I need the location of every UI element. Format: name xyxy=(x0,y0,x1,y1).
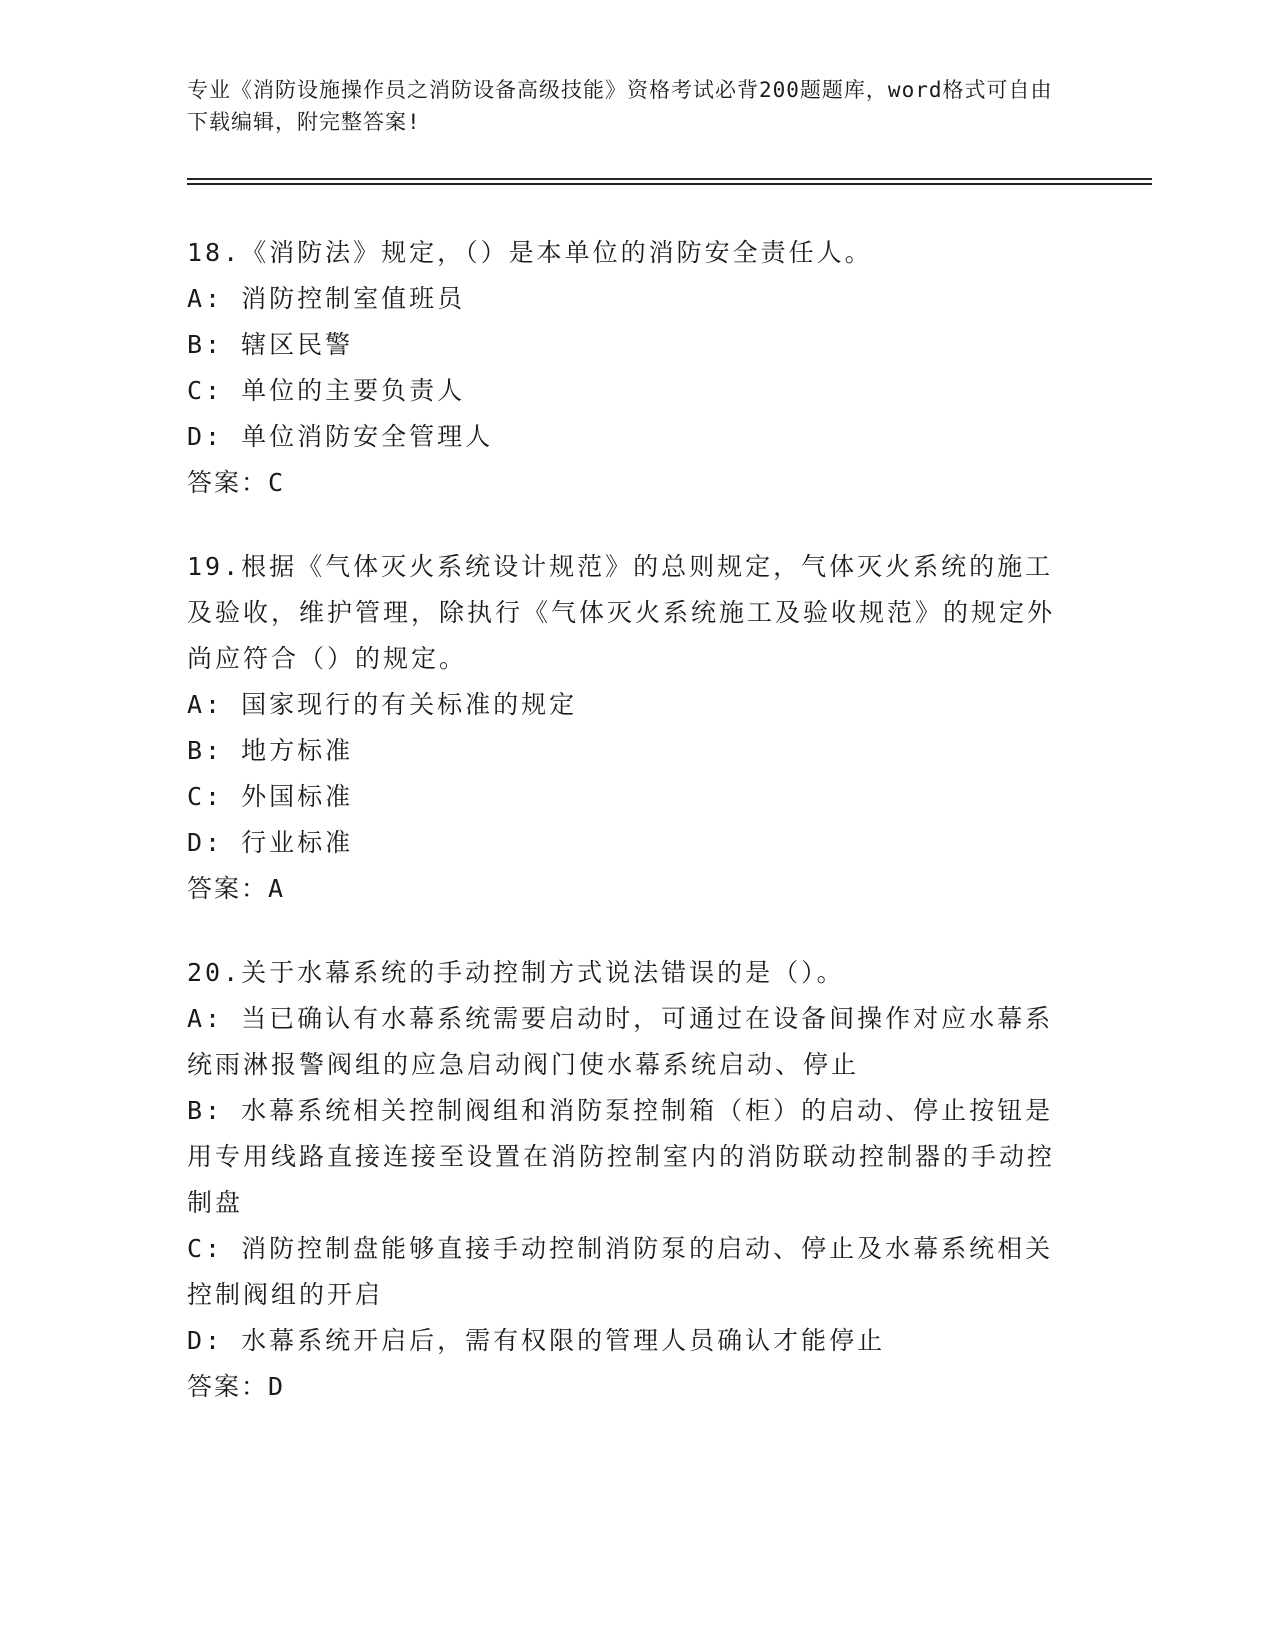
question-stem: 18.《消防法》规定，（）是本单位的消防安全责任人。 xyxy=(187,238,873,267)
option-b: B: 地方标准 xyxy=(187,736,354,765)
option-c: C: 消防控制盘能够直接手动控制消防泵的启动、停止及水幕系统相关控制阀组的开启 xyxy=(187,1234,1054,1309)
option-b: B: 辖区民警 xyxy=(187,330,354,359)
answer-text: 答案：D xyxy=(187,1372,286,1401)
question-stem: 20.关于水幕系统的手动控制方式说法错误的是（）。 xyxy=(187,958,845,987)
option-d: D: 单位消防安全管理人 xyxy=(187,422,494,451)
question-18 xyxy=(187,230,1077,506)
answer-text: 答案：A xyxy=(187,874,286,903)
option-a: A: 当已确认有水幕系统需要启动时，可通过在设备间操作对应水幕系统雨淋报警阀组的应急启动阀门使水幕系统启动、停止 xyxy=(187,1004,1054,1079)
document-header xyxy=(187,74,1067,138)
header-rule-top xyxy=(187,178,1152,180)
question-20 xyxy=(187,950,1077,1410)
answer-text: 答案：C xyxy=(187,468,286,497)
option-c: C: 外国标准 xyxy=(187,782,354,811)
option-d: D: 水幕系统开启后，需有权限的管理人员确认才能停止 xyxy=(187,1326,886,1355)
header-rule-bottom xyxy=(187,183,1152,185)
option-b: B: 水幕系统相关控制阀组和消防泵控制箱（柜）的启动、停止按钮是用专用线路直接连接至设置在消防控制室内的消防联动控制器的手动控制盘 xyxy=(187,1096,1056,1217)
question-list xyxy=(187,230,1077,1448)
question-stem: 19.根据《气体灭火系统设计规范》的总则规定，气体灭火系统的施工及验收，维护管理，除执行《气体灭火系统施工及验收规范》的规定外尚应符合（）的规定。 xyxy=(187,552,1056,673)
question-19 xyxy=(187,544,1077,912)
option-c: C: 单位的主要负责人 xyxy=(187,376,466,405)
option-a: A: 消防控制室值班员 xyxy=(187,284,466,313)
header-text: 专业《消防设施操作员之消防设备高级技能》资格考试必背200题题库，word格式可自由下载编辑，附完整答案! xyxy=(187,78,1053,134)
option-a: A: 国家现行的有关标准的规定 xyxy=(187,690,578,719)
option-d: D: 行业标准 xyxy=(187,828,354,857)
